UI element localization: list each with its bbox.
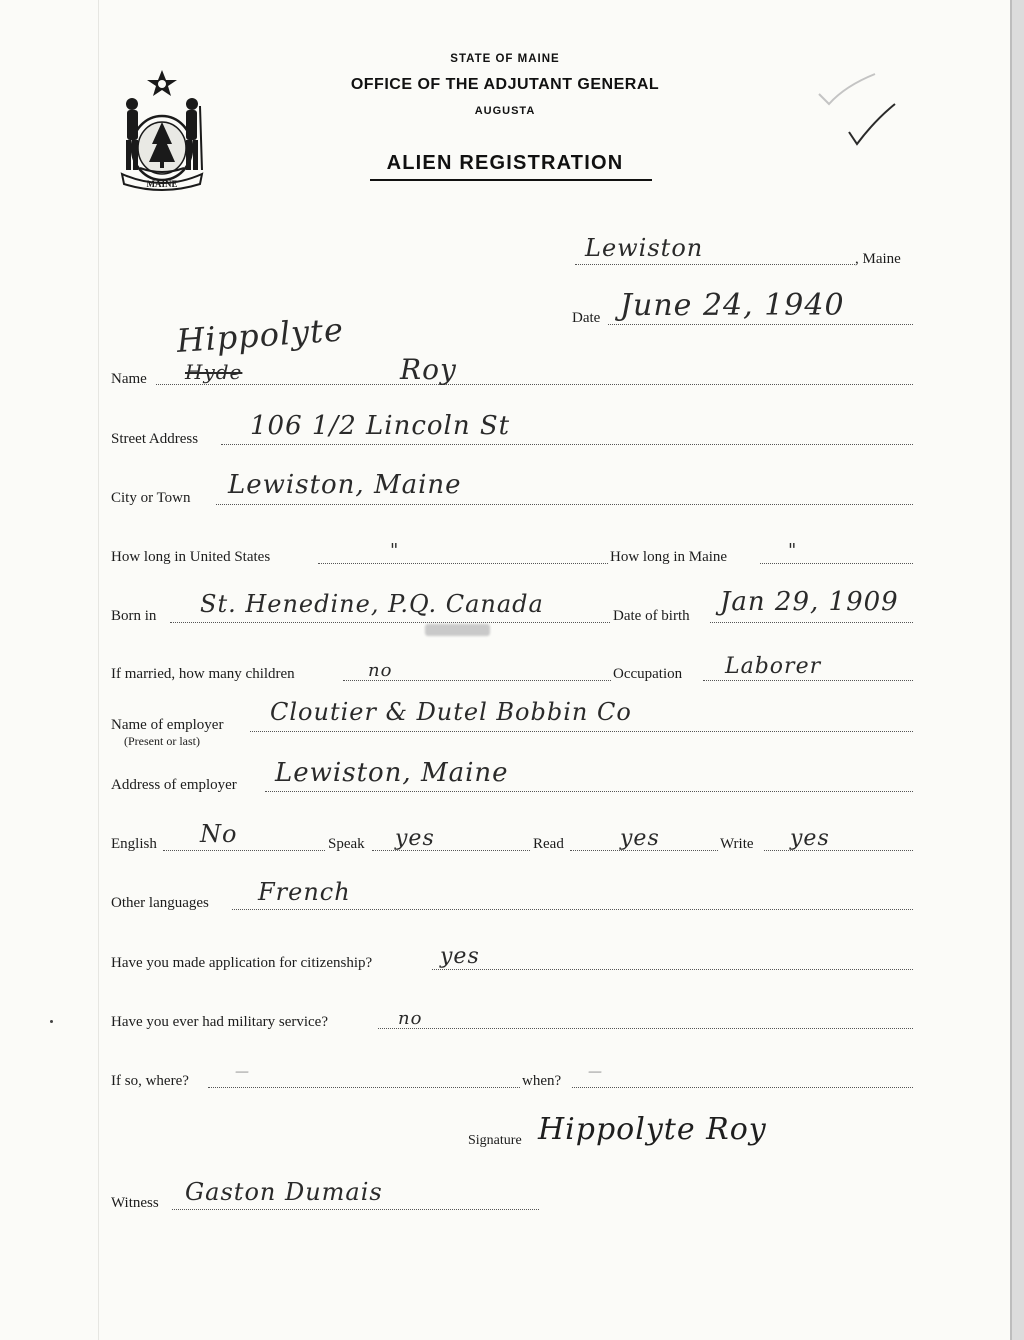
occupation-label: Occupation (613, 666, 683, 682)
witness-label: Witness (111, 1195, 159, 1211)
place-line (575, 264, 855, 265)
born-line (170, 622, 610, 623)
date-label: Date (572, 310, 601, 326)
children-label: If married, how many children (111, 666, 295, 682)
long-maine-value: " (788, 540, 798, 561)
born-value: St. Henedine, P.Q. Canada (200, 590, 544, 618)
long-us-value: " (390, 540, 400, 561)
occupation-value: Laborer (725, 654, 822, 679)
other-languages-label: Other languages (111, 895, 209, 911)
english-label: English (111, 836, 157, 852)
street-label: Street Address (111, 431, 199, 447)
date-value: June 24, 1940 (620, 288, 845, 323)
ink-smudge (425, 624, 490, 636)
read-value: yes (620, 826, 660, 851)
office-heading: OFFICE OF THE ADJUTANT GENERAL (350, 76, 660, 93)
english-value: No (200, 820, 238, 848)
write-value: yes (790, 826, 830, 851)
citizenship-line (432, 969, 913, 970)
when-line (572, 1087, 913, 1088)
when-value: — (588, 1064, 603, 1080)
speak-value: yes (395, 826, 435, 851)
where-value: — (235, 1064, 250, 1080)
employer-value: Cloutier & Dutel Bobbin Co (270, 698, 632, 726)
svg-text:MAINE: MAINE (146, 179, 178, 189)
speak-label: Speak (328, 836, 365, 852)
struck-name-value: Hyde (185, 360, 243, 384)
occupation-line (703, 680, 913, 681)
date-line (608, 324, 913, 325)
name-line (156, 384, 913, 385)
military-line (378, 1028, 913, 1029)
other-languages-value: French (258, 878, 351, 906)
dob-label: Date of birth (613, 608, 690, 624)
signature-label: Signature (468, 1133, 522, 1148)
city-value: Lewiston, Maine (228, 470, 462, 500)
signature-value: Hippolyte Roy (538, 1112, 767, 1147)
street-value: 106 1/2 Lincoln St (250, 411, 511, 441)
citizenship-label: Have you made application for citizenship? (111, 955, 373, 971)
name-label: Name (111, 371, 147, 387)
witness-value: Gaston Dumais (185, 1178, 383, 1206)
witness-line (172, 1209, 539, 1210)
english-line (163, 850, 325, 851)
given-name-above: Hippolyte (175, 310, 346, 360)
title-underline (370, 179, 652, 181)
military-value: no (398, 1008, 423, 1029)
long-maine-line (760, 563, 913, 564)
read-label: Read (533, 836, 564, 852)
where-label: If so, where? (111, 1073, 189, 1089)
military-label: Have you ever had military service? (111, 1014, 328, 1030)
dob-line (710, 622, 913, 623)
born-label: Born in (111, 608, 157, 624)
city-line (216, 504, 913, 505)
when-label: when? (522, 1073, 562, 1089)
employer-address-value: Lewiston, Maine (275, 758, 509, 788)
ink-speck (50, 1020, 53, 1023)
employer-label: Name of employer (111, 717, 224, 733)
where-line (208, 1087, 520, 1088)
city-label: City or Town (111, 490, 191, 506)
citizenship-value: yes (440, 944, 480, 969)
employer-line (250, 731, 913, 732)
state-heading: STATE OF MAINE (450, 53, 560, 65)
place-value: Lewiston (585, 234, 704, 262)
long-maine-label: How long in Maine (610, 549, 728, 565)
employer-sublabel: (Present or last) (124, 734, 200, 748)
long-us-line (318, 563, 608, 564)
form-title: ALIEN REGISTRATION (386, 152, 624, 174)
check-mark-icon (845, 102, 900, 150)
employer-address-label: Address of employer (111, 777, 237, 793)
other-languages-line (232, 909, 913, 910)
place-suffix: , Maine (855, 251, 901, 267)
city-heading: AUGUSTA (474, 105, 536, 117)
children-value: no (368, 660, 393, 681)
long-us-label: How long in United States (111, 549, 271, 565)
write-label: Write (720, 836, 754, 852)
write-line (764, 850, 913, 851)
surname-value: Roy (400, 353, 457, 386)
page-margin-line (98, 0, 99, 1340)
street-line (221, 444, 913, 445)
dob-value: Jan 29, 1909 (720, 587, 899, 617)
employer-address-line (265, 791, 913, 792)
